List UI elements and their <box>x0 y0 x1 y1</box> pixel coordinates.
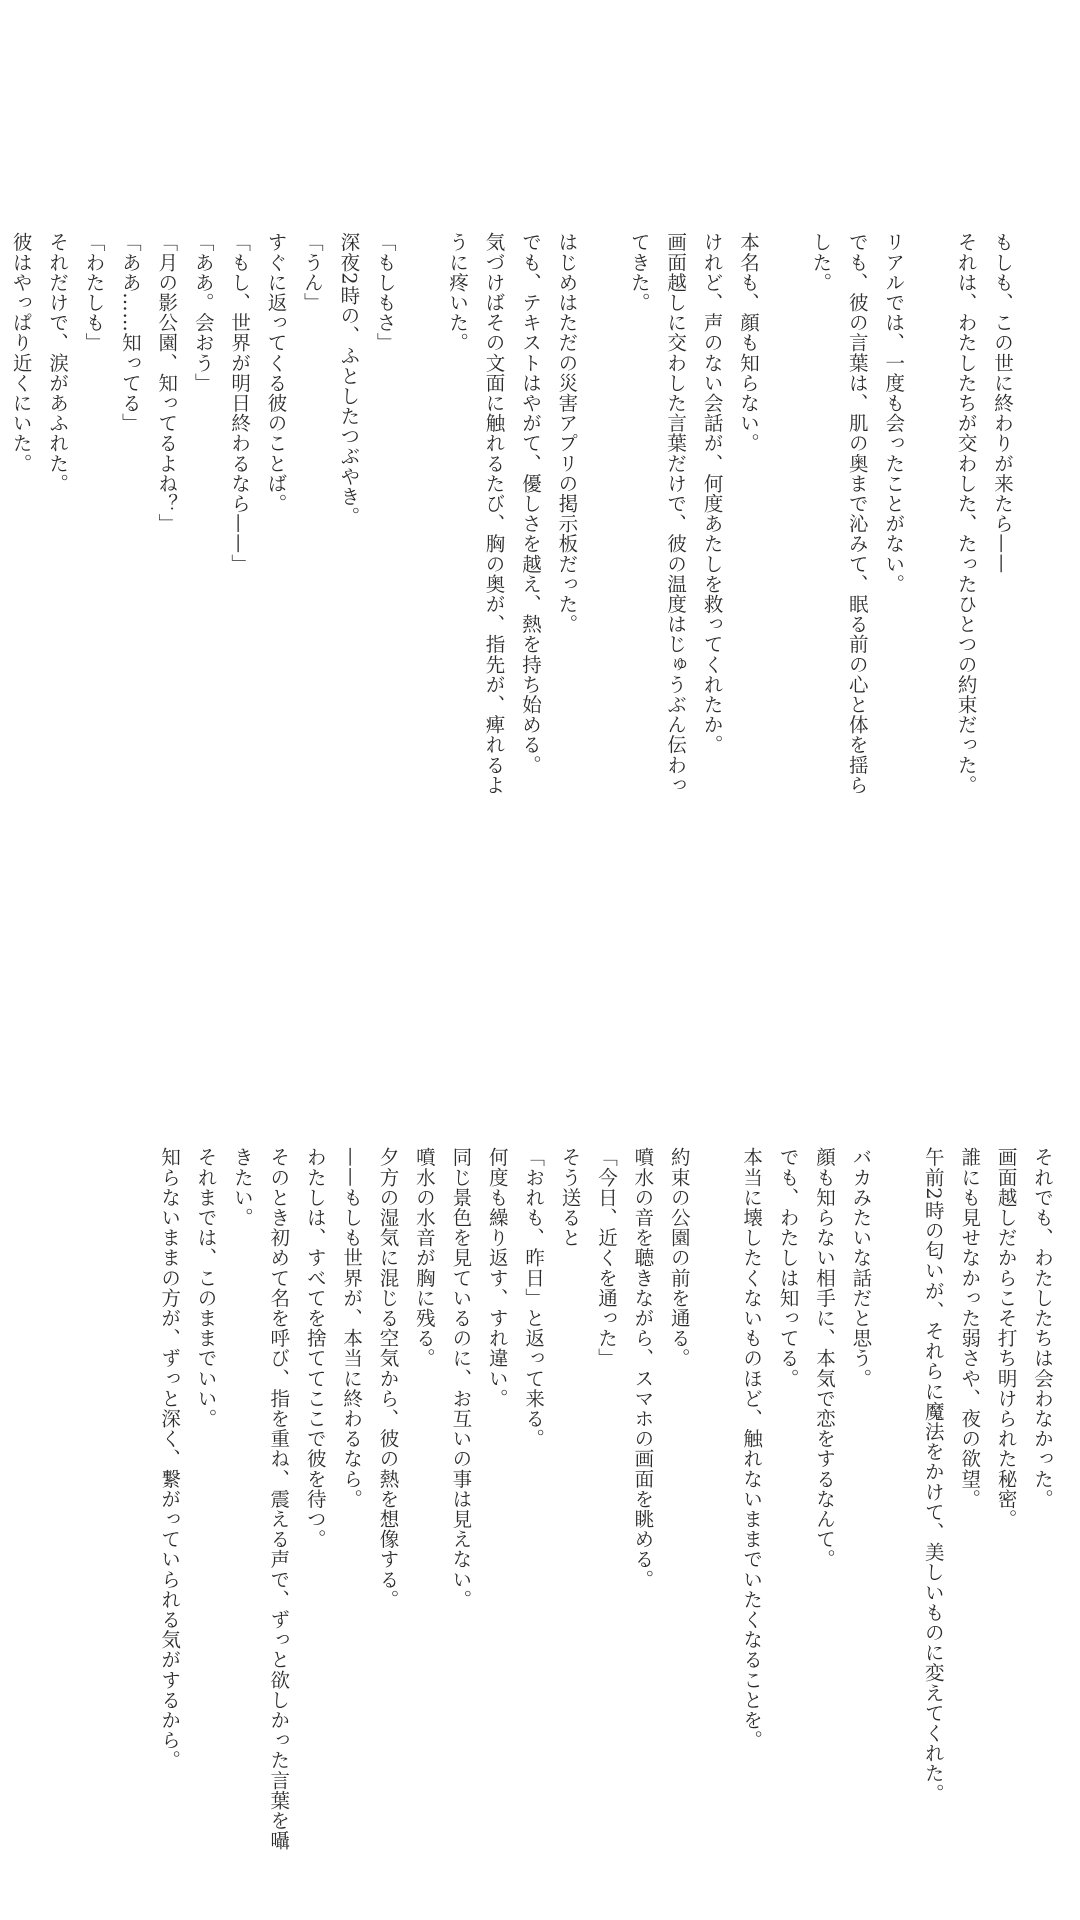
text-line: でも、彼の言葉は、肌の奥まで沁みて、眠る前の心と体を揺らした。 <box>809 232 869 795</box>
text-line: 顔も知らない相手に、本気で恋をするなんて。 <box>812 1147 836 1570</box>
text-line: 「もし、世界が明日終わるなら——」 <box>228 232 252 574</box>
text-line: そう送ると <box>558 1147 582 1248</box>
paragraph-gap <box>584 232 620 802</box>
text-line: すぐに返ってくる彼のことば。 <box>264 232 288 514</box>
text-line: 噴水の音を聴きながら、スマホの画面を眺める。 <box>631 1147 655 1590</box>
text-line: 誰にも見せなかった弱さや、夜の欲望。 <box>958 1147 982 1509</box>
paragraph-gap <box>403 232 439 802</box>
text-line: 画面越しだからこそ打ち明けられた秘密。 <box>994 1147 1018 1529</box>
story-section-top <box>9 232 1020 802</box>
text-line: 「ああ。会おう」 <box>191 232 215 393</box>
story-section-bottom <box>30 1147 1060 1867</box>
text-line: 「月の影公園、知ってるよね？」 <box>155 232 179 534</box>
text-line: わたしは、すべてを捨ててここで彼を待つ。 <box>303 1147 327 1549</box>
text-line: 「うん」 <box>300 232 324 313</box>
text-line: 夕方の湿気に混じる空気から、彼の熱を想像する。 <box>376 1147 400 1610</box>
text-line: もしも、この世に終わりが来たら—— <box>991 232 1014 574</box>
text-line: 知らないままの方が、ずっと深く、繋がっていられる気がするから。 <box>158 1147 182 1771</box>
text-line: でも、テキストはやがて、優しさを越え、熱を持ち始める。 <box>518 232 542 775</box>
text-line: 「今日、近くを通った」 <box>594 1147 618 1369</box>
text-line: 約束の公園の前を通る。 <box>667 1147 691 1369</box>
text-line: 本名も、顔も知らない。 <box>736 232 760 454</box>
text-line: 本当に壊したくないものほど、触れないままでいたくなることを。 <box>740 1147 764 1750</box>
paragraph-gap <box>697 1147 733 1867</box>
text-line: 深夜2時の、ふとしたつぶやき。 <box>337 232 361 527</box>
text-line: はじめはただの災害アプリの掲示板だった。 <box>555 232 579 634</box>
text-line: リアルでは、一度も会ったことがない。 <box>882 232 906 594</box>
paragraph-gap <box>766 232 802 802</box>
text-line: 噴水の水音が胸に残る。 <box>412 1147 436 1369</box>
text-line: 彼はやっぱり近くにいた。 <box>9 232 33 474</box>
text-line: 「おれも、昨日」と返って来る。 <box>522 1147 546 1449</box>
text-line: それは、わたしたちが交わした、たったひとつの約束だった。 <box>954 232 978 795</box>
text-line: 同じ景色を見ているのに、お互いの事は見えない。 <box>449 1147 473 1610</box>
text-line: 気づけばその文面に触れるたび、胸の奥が、指先が、痺れるように疼いた。 <box>446 232 506 795</box>
paragraph-gap <box>911 232 947 802</box>
text-line: けれど、声のない会話が、何度あたしを救ってくれたか。 <box>700 232 724 755</box>
text-line: それまでは、このままでいい。 <box>194 1147 218 1429</box>
text-line: バカみたいな話だと思う。 <box>849 1147 873 1389</box>
text-line: でも、わたしは知ってる。 <box>776 1147 800 1389</box>
text-line: 午前2時の匂いが、それらに魔法をかけて、美しいものに変えてくれた。 <box>921 1147 945 1804</box>
text-line: 「もしもさ」 <box>373 232 397 353</box>
text-line: ——もしも世界が、本当に終わるなら。 <box>340 1147 364 1509</box>
text-line: それでも、わたしたちは会わなかった。 <box>1031 1147 1054 1509</box>
text-line: 「ああ……知ってる」 <box>118 232 142 433</box>
text-line: それだけで、涙があふれた。 <box>46 232 70 494</box>
paragraph-gap <box>878 1147 914 1867</box>
text-line: 何度も繰り返す、すれ違い。 <box>485 1147 509 1409</box>
text-line: 画面越しに交わした言葉だけで、彼の温度はじゅうぶん伝わってきた。 <box>627 232 688 795</box>
text-line: 「わたしも」 <box>82 232 106 353</box>
text-line <box>0 232 2 802</box>
text-line: そのとき初めて名を呼び、指を重ね、震える声で、ずっと欲しかった言葉を囁きたい。 <box>230 1147 291 1851</box>
